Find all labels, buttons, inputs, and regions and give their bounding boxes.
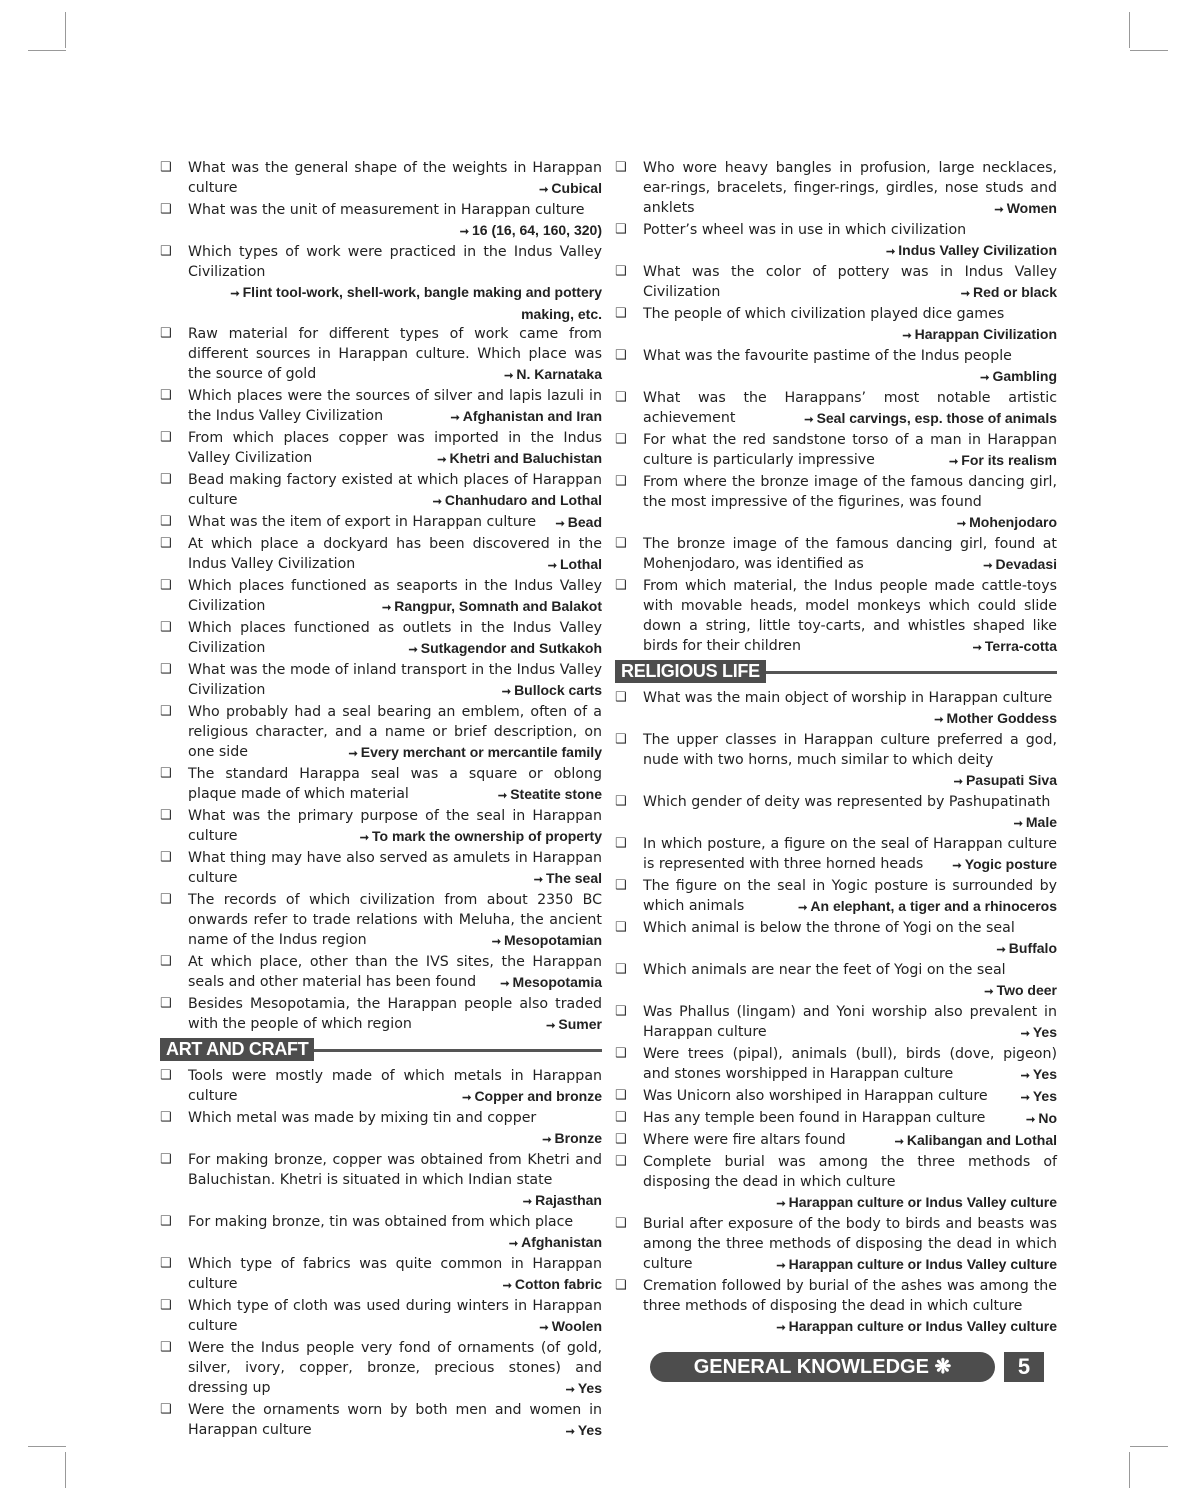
- answer-text: ➞ Mother Goddess: [934, 708, 1057, 730]
- answer-text: ➞ Sutkagendor and Sutkakoh: [408, 638, 602, 660]
- question-item: [160, 1296, 602, 1338]
- checkbox-bullet-icon: ❑: [160, 1068, 172, 1083]
- crop-mark: [1129, 1452, 1130, 1488]
- question-text: Who wore heavy bangles in profusion, large necklaces, ear-rings, bracelets, finger-rings, girdles, nose studs and anklets: [643, 160, 1057, 216]
- answer-text: ➞ For its realism: [949, 450, 1057, 472]
- answer-text: ➞ Terra-cotta: [973, 636, 1057, 658]
- checkbox-bullet-icon: ❑: [615, 578, 627, 593]
- answer-text: ➞ Flint tool-work, shell-work, bangle making and pottery making, etc.: [196, 282, 602, 324]
- question-text: For what the red sandstone torso of a man in Harappan culture is particularly impressive: [643, 432, 1057, 468]
- question-text: Was Phallus (lingam) and Yoni worship also prevalent in Harappan culture: [643, 1004, 1057, 1040]
- question-text: Which types of work were practiced in the Indus Valley Civilization: [188, 244, 602, 280]
- answer-text: ➞ Afghanistan: [509, 1232, 602, 1254]
- answer-text: ➞ 16 (16, 64, 160, 320): [460, 220, 602, 242]
- checkbox-bullet-icon: ❑: [160, 1256, 172, 1271]
- question-text: At which place a dockyard has been discovered in the Indus Valley Civilization: [188, 536, 602, 572]
- question-item: [160, 1400, 602, 1442]
- question-item: [160, 1108, 602, 1150]
- checkbox-bullet-icon: ❑: [615, 690, 627, 705]
- question-text: What was the primary purpose of the seal in Harappan culture: [188, 808, 602, 844]
- question-text: What was the main object of worship in Harappan culture: [643, 690, 1053, 706]
- question-text: For making bronze, copper was obtained from Khetri and Baluchistan. Khetri is situated in which Indian state: [188, 1152, 602, 1188]
- checkbox-bullet-icon: ❑: [615, 1046, 627, 1061]
- checkbox-bullet-icon: ❑: [615, 1278, 627, 1293]
- question-text: What was the general shape of the weights in Harappan culture: [188, 160, 602, 196]
- question-text: Which animals are near the feet of Yogi on the seal: [643, 962, 1006, 978]
- question-item: [615, 346, 1057, 388]
- question-item: [615, 1086, 1057, 1108]
- checkbox-bullet-icon: ❑: [615, 160, 627, 175]
- checkbox-bullet-icon: ❑: [160, 1214, 172, 1229]
- question-text: The figure on the seal in Yogic posture is surrounded by which animals: [643, 878, 1057, 914]
- checkbox-bullet-icon: ❑: [615, 432, 627, 447]
- question-item: [160, 1338, 602, 1400]
- question-text: What was the Harappans’ most notable artistic achievement: [643, 390, 1057, 426]
- question-text: At which place, other than the IVS sites, the Harappan seals and other material has been found: [188, 954, 602, 990]
- checkbox-bullet-icon: ❑: [160, 1340, 172, 1355]
- question-item: [160, 702, 602, 764]
- checkbox-bullet-icon: ❑: [615, 222, 627, 237]
- crop-mark: [28, 50, 66, 51]
- crop-mark: [1130, 50, 1168, 51]
- question-item: [160, 470, 602, 512]
- checkbox-bullet-icon: ❑: [615, 1088, 627, 1103]
- question-item: [160, 994, 602, 1036]
- question-text: The bronze image of the famous dancing girl, found at Mohenjodaro, was identified as: [643, 536, 1057, 572]
- answer-text: ➞ Harappan Civilization: [902, 324, 1057, 346]
- question-item: [615, 1108, 1057, 1130]
- answer-text: ➞ Buffalo: [997, 938, 1058, 960]
- checkbox-bullet-icon: ❑: [160, 662, 172, 677]
- question-text: Which places functioned as outlets in the Indus Valley Civilization: [188, 620, 602, 656]
- question-text: Was Unicorn also worshiped in Harappan culture: [643, 1088, 988, 1104]
- question-text: Tools were mostly made of which metals in Harappan culture: [188, 1068, 602, 1104]
- answer-text: ➞ Sumer: [546, 1014, 602, 1036]
- question-text: Were trees (pipal), animals (bull), birds (dove, pigeon) and stones worshipped in Harappan culture: [643, 1046, 1057, 1082]
- crop-mark: [65, 1452, 66, 1488]
- question-item: [160, 386, 602, 428]
- question-list: [615, 158, 1057, 658]
- question-item: [615, 388, 1057, 430]
- question-text: From which places copper was imported in the Indus Valley Civilization: [188, 430, 602, 466]
- question-item: [615, 876, 1057, 918]
- checkbox-bullet-icon: ❑: [160, 430, 172, 445]
- question-item: [160, 242, 602, 324]
- checkbox-bullet-icon: ❑: [160, 704, 172, 719]
- crop-mark: [65, 12, 66, 48]
- checkbox-bullet-icon: ❑: [615, 836, 627, 851]
- question-text: Who probably had a seal bearing an emblem, often of a religious character, and a name or brief description, on one side: [188, 704, 602, 760]
- checkbox-bullet-icon: ❑: [160, 1110, 172, 1125]
- question-text: What was the color of pottery was in Indus Valley Civilization: [643, 264, 1057, 300]
- question-text: Has any temple been found in Harappan culture: [643, 1110, 986, 1126]
- question-item: [160, 512, 602, 534]
- checkbox-bullet-icon: ❑: [615, 920, 627, 935]
- question-text: The upper classes in Harappan culture preferred a god, nude with two horns, much similar to which deity: [643, 732, 1057, 768]
- question-item: [160, 576, 602, 618]
- checkbox-bullet-icon: ❑: [160, 472, 172, 487]
- question-item: [615, 220, 1057, 262]
- answer-text: ➞ Cotton fabric: [503, 1274, 602, 1296]
- answer-text: ➞ Steatite stone: [498, 784, 602, 806]
- answer-text: ➞ Harappan culture or Indus Valley culture: [776, 1316, 1057, 1338]
- checkbox-bullet-icon: ❑: [160, 244, 172, 259]
- question-item: [160, 764, 602, 806]
- answer-text: ➞ No: [1026, 1108, 1057, 1130]
- question-item: [160, 324, 602, 386]
- question-item: [615, 534, 1057, 576]
- checkbox-bullet-icon: ❑: [160, 1298, 172, 1313]
- answer-text: ➞ Devadasi: [983, 554, 1057, 576]
- footer-title: GENERAL KNOWLEDGE: [693, 1356, 929, 1378]
- checkbox-bullet-icon: ❑: [615, 390, 627, 405]
- answer-text: ➞ To mark the ownership of property: [360, 826, 602, 848]
- question-text: Were the Indus people very fond of ornaments (of gold, silver, ivory, copper, bronze, precious stones) and dressing up: [188, 1340, 602, 1396]
- question-text: The standard Harappa seal was a square or oblong plaque made of which material: [188, 766, 602, 802]
- answer-text: ➞ Bead: [555, 512, 602, 534]
- flower-icon: ❋: [934, 1356, 952, 1378]
- checkbox-bullet-icon: ❑: [160, 536, 172, 551]
- question-text: From where the bronze image of the famous dancing girl, the most impressive of the figurines, was found: [643, 474, 1057, 510]
- question-item: [160, 1254, 602, 1296]
- checkbox-bullet-icon: ❑: [615, 1004, 627, 1019]
- question-text: Were the ornaments worn by both men and women in Harappan culture: [188, 1402, 602, 1438]
- question-text: Burial after exposure of the body to birds and beasts was among the three methods of disposing the dead in which culture: [643, 1216, 1057, 1272]
- checkbox-bullet-icon: ❑: [615, 878, 627, 893]
- answer-text: ➞ An elephant, a tiger and a rhinoceros: [798, 896, 1057, 918]
- question-list: [160, 158, 602, 1036]
- question-item: [615, 472, 1057, 534]
- checkbox-bullet-icon: ❑: [615, 1132, 627, 1147]
- question-item: [160, 200, 602, 242]
- checkbox-bullet-icon: ❑: [160, 996, 172, 1011]
- question-item: [615, 1214, 1057, 1276]
- checkbox-bullet-icon: ❑: [615, 536, 627, 551]
- footer-subtitle: Oneliners: [776, 1386, 869, 1408]
- answer-text: ➞ Bronze: [542, 1128, 602, 1150]
- question-item: [160, 158, 602, 200]
- checkbox-bullet-icon: ❑: [615, 306, 627, 321]
- checkbox-bullet-icon: ❑: [615, 1216, 627, 1231]
- checkbox-bullet-icon: ❑: [615, 794, 627, 809]
- checkbox-bullet-icon: ❑: [160, 1152, 172, 1167]
- answer-text: ➞ Yes: [1021, 1022, 1057, 1044]
- answer-text: ➞ Copper and bronze: [462, 1086, 602, 1108]
- checkbox-bullet-icon: ❑: [160, 892, 172, 907]
- answer-text: ➞ Rajasthan: [523, 1190, 602, 1212]
- question-text: From which material, the Indus people made cattle-toys with movable heads, model monkeys which could slide down a string, little toy-carts, and whistles shaped like birds for their children: [643, 578, 1057, 654]
- question-item: [160, 848, 602, 890]
- answer-text: ➞ Mohenjodaro: [957, 512, 1057, 534]
- checkbox-bullet-icon: ❑: [160, 954, 172, 969]
- question-text: What was the mode of inland transport in the Indus Valley Civilization: [188, 662, 602, 698]
- answer-text: ➞ Yes: [1021, 1064, 1057, 1086]
- checkbox-bullet-icon: ❑: [615, 962, 627, 977]
- answer-text: ➞ Every merchant or mercantile family: [348, 742, 602, 764]
- checkbox-bullet-icon: ❑: [615, 348, 627, 363]
- checkbox-bullet-icon: ❑: [160, 1402, 172, 1417]
- question-text: The people of which civilization played dice games: [643, 306, 1005, 322]
- answer-text: ➞ Women: [994, 198, 1057, 220]
- answer-text: ➞ Khetri and Baluchistan: [437, 448, 602, 470]
- question-text: Which places were the sources of silver and lapis lazuli in the Indus Valley Civilization: [188, 388, 602, 424]
- answer-text: ➞ Mesopotamia: [500, 972, 602, 994]
- section-title: ART AND CRAFT: [160, 1038, 314, 1061]
- question-text: Where were fire altars found: [643, 1132, 846, 1148]
- answer-text: ➞ Pasupati Siva: [954, 770, 1057, 792]
- question-text: What was the item of export in Harappan culture: [188, 514, 537, 530]
- question-item: [160, 534, 602, 576]
- question-text: Which metal was made by mixing tin and copper: [188, 1110, 537, 1126]
- question-text: Which type of fabrics was quite common in Harappan culture: [188, 1256, 602, 1292]
- checkbox-bullet-icon: ❑: [615, 1154, 627, 1169]
- answer-text: ➞ Yogic posture: [952, 854, 1057, 876]
- answer-text: ➞ Bullock carts: [502, 680, 602, 702]
- question-item: [160, 1066, 602, 1108]
- question-text: Which animal is below the throne of Yogi on the seal: [643, 920, 1015, 936]
- question-item: [160, 618, 602, 660]
- question-text: What was the favourite pastime of the Indus people: [643, 348, 1012, 364]
- question-text: Which places functioned as seaports in the Indus Valley Civilization: [188, 578, 602, 614]
- question-item: [615, 304, 1057, 346]
- answer-text: ➞ Kalibangan and Lothal: [895, 1130, 1057, 1152]
- question-item: [615, 960, 1057, 1002]
- question-text: Besides Mesopotamia, the Harappan people also traded with the people of which region: [188, 996, 602, 1032]
- answer-text: ➞ Yes: [566, 1420, 602, 1442]
- question-item: [160, 890, 602, 952]
- crop-mark: [28, 1446, 66, 1447]
- page-number: 5: [1004, 1352, 1044, 1382]
- question-item: [160, 1150, 602, 1212]
- left-column: [160, 158, 602, 1442]
- question-item: [160, 428, 602, 470]
- question-text: Potter’s wheel was in use in which civilization: [643, 222, 967, 238]
- answer-text: ➞ Indus Valley Civilization: [886, 240, 1057, 262]
- question-text: What thing may have also served as amulets in Harappan culture: [188, 850, 602, 886]
- question-item: [615, 834, 1057, 876]
- answer-text: ➞ Woolen: [539, 1316, 602, 1338]
- checkbox-bullet-icon: ❑: [160, 620, 172, 635]
- question-text: Which type of cloth was used during winters in Harappan culture: [188, 1298, 602, 1334]
- checkbox-bullet-icon: ❑: [160, 850, 172, 865]
- answer-text: ➞ Harappan culture or Indus Valley culture: [776, 1192, 1057, 1214]
- question-item: [160, 1212, 602, 1254]
- checkbox-bullet-icon: ❑: [160, 514, 172, 529]
- checkbox-bullet-icon: ❑: [160, 202, 172, 217]
- page-footer: [650, 1352, 1044, 1408]
- answer-text: ➞ Two deer: [984, 980, 1057, 1002]
- checkbox-bullet-icon: ❑: [160, 326, 172, 341]
- answer-text: ➞ The seal: [534, 868, 602, 890]
- question-item: [615, 430, 1057, 472]
- question-text: Complete burial was among the three methods of disposing the dead in which culture: [643, 1154, 1057, 1190]
- footer-banner: [650, 1352, 995, 1408]
- answer-text: ➞ Cubical: [539, 178, 602, 200]
- section-heading-religious-life: [615, 660, 1057, 686]
- answer-text: ➞ Seal carvings, esp. those of animals: [804, 408, 1057, 430]
- section-title: RELIGIOUS LIFE: [615, 660, 766, 683]
- question-item: [160, 952, 602, 994]
- answer-text: ➞ Afghanistan and Iran: [450, 406, 602, 428]
- question-list: [615, 688, 1057, 1338]
- question-text: Raw material for different types of work came from different sources in Harappan culture. Which place was the source of gold: [188, 326, 602, 382]
- question-text: What was the unit of measurement in Harappan culture: [188, 202, 585, 218]
- checkbox-bullet-icon: ❑: [615, 264, 627, 279]
- checkbox-bullet-icon: ❑: [160, 388, 172, 403]
- question-text: For making bronze, tin was obtained from which place: [188, 1214, 574, 1230]
- checkbox-bullet-icon: ❑: [160, 578, 172, 593]
- answer-text: ➞ Harappan culture or Indus Valley culture: [776, 1254, 1057, 1276]
- answer-text: ➞ Rangpur, Somnath and Balakot: [382, 596, 602, 618]
- question-item: [615, 730, 1057, 792]
- answer-text: ➞ Mesopotamian: [492, 930, 602, 952]
- question-list: [160, 1066, 602, 1442]
- answer-text: ➞ Yes: [1021, 1086, 1057, 1108]
- answer-text: ➞ Male: [1014, 812, 1057, 834]
- question-text: The records of which civilization from about 2350 BC onwards refer to trade relations with Meluha, the ancient name of the Indus region: [188, 892, 602, 948]
- question-text: Bead making factory existed at which places of Harappan culture: [188, 472, 602, 508]
- question-text: In which posture, a figure on the seal of Harappan culture is represented with three horned heads: [643, 836, 1057, 872]
- question-item: [615, 1130, 1057, 1152]
- question-item: [615, 158, 1057, 220]
- question-item: [615, 576, 1057, 658]
- question-text: Which gender of deity was represented by Pashupatinath: [643, 794, 1051, 810]
- question-item: [160, 806, 602, 848]
- checkbox-bullet-icon: ❑: [615, 474, 627, 489]
- crop-mark: [1130, 1446, 1168, 1447]
- answer-text: ➞ N. Karnataka: [504, 364, 602, 386]
- section-heading-art-and-craft: [160, 1038, 602, 1064]
- question-item: [615, 792, 1057, 834]
- question-text: Cremation followed by burial of the ashes was among the three methods of disposing the dead in which culture: [643, 1278, 1057, 1314]
- answer-text: ➞ Red or black: [961, 282, 1057, 304]
- crop-mark: [1129, 12, 1130, 48]
- question-item: [615, 1044, 1057, 1086]
- checkbox-bullet-icon: ❑: [615, 1110, 627, 1125]
- checkbox-bullet-icon: ❑: [160, 766, 172, 781]
- checkbox-bullet-icon: ❑: [615, 732, 627, 747]
- question-item: [615, 262, 1057, 304]
- question-item: [615, 688, 1057, 730]
- question-item: [160, 660, 602, 702]
- checkbox-bullet-icon: ❑: [160, 160, 172, 175]
- answer-text: ➞ Gambling: [980, 366, 1057, 388]
- question-item: [615, 918, 1057, 960]
- answer-text: ➞ Yes: [566, 1378, 602, 1400]
- question-item: [615, 1002, 1057, 1044]
- right-column: [615, 158, 1057, 1338]
- question-item: [615, 1152, 1057, 1214]
- question-item: [615, 1276, 1057, 1338]
- checkbox-bullet-icon: ❑: [160, 808, 172, 823]
- answer-text: ➞ Lothal: [548, 554, 602, 576]
- answer-text: ➞ Chanhudaro and Lothal: [433, 490, 602, 512]
